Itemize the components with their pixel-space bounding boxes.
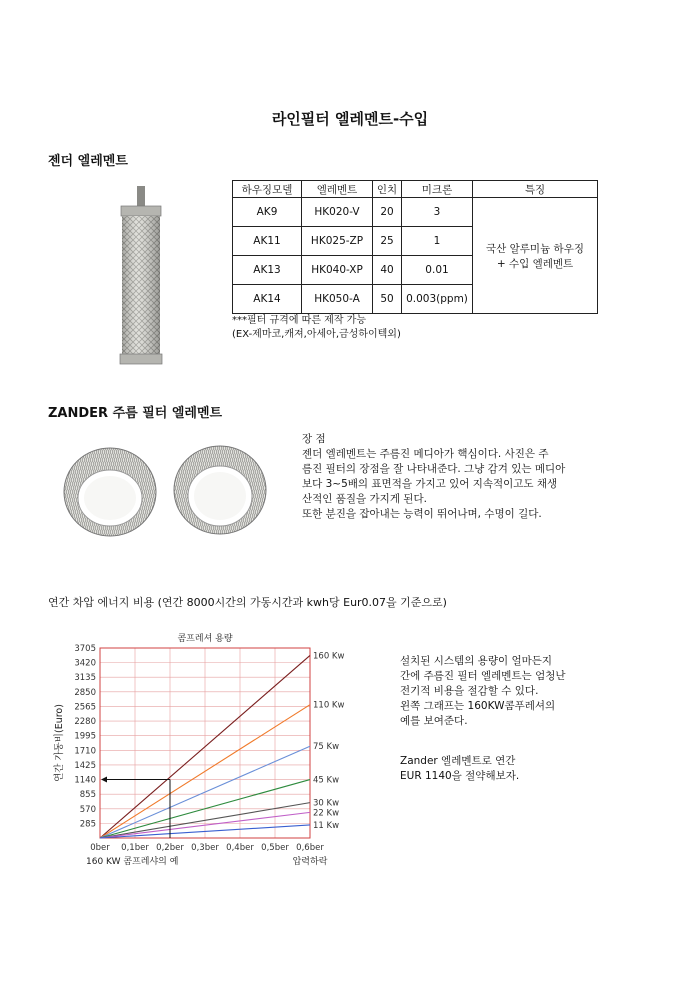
series-label: 22 Kw	[313, 808, 340, 819]
column-header: 미크론	[402, 181, 473, 198]
savings-line: EUR 1140을 절약해보자.	[400, 770, 520, 782]
table-cell: 20	[373, 198, 402, 227]
section-heading-zander-pleated: ZANDER 주름 필터 엘레멘트	[48, 406, 223, 421]
table-cell: AK9	[233, 198, 302, 227]
savings-text	[400, 754, 660, 784]
y-tick-label: 3135	[74, 673, 96, 684]
table-cell: AK13	[233, 256, 302, 285]
paragraph-line: 름진 필터의 장점을 잘 나타내준다. 그냥 감겨 있는 메디아	[302, 463, 566, 475]
x-tick-label: 0,2ber	[156, 843, 184, 853]
y-tick-label: 285	[79, 819, 96, 830]
filter-element-image	[112, 186, 170, 366]
table-cell: AK11	[233, 227, 302, 256]
y-tick-label: 3705	[74, 644, 96, 654]
x-tick-label: 0,3ber	[191, 843, 219, 853]
explanation-line: 전기적 비용을 절감할 수 있다.	[400, 685, 539, 697]
table-cell: 3	[402, 198, 473, 227]
table-header-row	[233, 181, 598, 198]
x-tick-label: 0,4ber	[226, 843, 254, 853]
series-label: 45 Kw	[313, 775, 340, 786]
table-cell: 50	[373, 285, 402, 314]
section-heading-zander-element: 젠더 엘레멘트	[48, 154, 128, 169]
table-cell: HK040-XP	[302, 256, 373, 285]
paragraph-line: 장 점	[302, 433, 326, 445]
explanation-line: 예를 보여준다.	[400, 715, 468, 727]
pleated-filter-rings-image	[60, 436, 280, 546]
column-header: 인치	[373, 181, 402, 198]
table-cell: HK050-A	[302, 285, 373, 314]
explanation-line: 왼쪽 그래프는 160KW콤푸레셔의	[400, 700, 556, 712]
savings-line: Zander 엘레멘트로 연간	[400, 755, 516, 767]
table-cell: 0.003(ppm)	[402, 285, 473, 314]
y-axis-label: 연간 가동비(Euro)	[54, 704, 65, 782]
energy-cost-chart	[48, 630, 368, 870]
x-tick-label: 0,5ber	[261, 843, 289, 853]
table-cell: 1	[402, 227, 473, 256]
paragraph-line: 보다 3~5배의 표면적을 가지고 있어 지속적이고도 채생	[302, 478, 558, 490]
table-row	[233, 198, 598, 227]
pleated-ring-right	[174, 446, 266, 534]
y-tick-label: 2565	[74, 702, 96, 713]
spec-table	[232, 180, 598, 314]
y-tick-label: 3420	[74, 658, 96, 669]
y-tick-label: 1710	[74, 746, 96, 757]
column-header: 하우징모델	[233, 181, 302, 198]
table-cell: 40	[373, 256, 402, 285]
y-tick-label: 2850	[74, 687, 96, 698]
table-cell: 0.01	[402, 256, 473, 285]
pleated-ring-left	[64, 448, 156, 536]
y-tick-label: 1140	[74, 775, 96, 786]
paragraph-line: 젠더 엘레멘트는 주름진 메디아가 핵심이다. 사진은 주	[302, 448, 549, 460]
table-cell: HK025-ZP	[302, 227, 373, 256]
y-tick-label: 2280	[74, 717, 96, 728]
feature-line: 국산 알루미늄 하우징	[486, 242, 584, 255]
paragraph-line: 또한 분진을 잡아내는 능력이 뛰어나며, 수명이 길다.	[302, 508, 542, 520]
column-header: 특징	[473, 181, 598, 198]
column-header: 엘레멘트	[302, 181, 373, 198]
x-axis-label: 압력하락	[292, 857, 328, 867]
paragraph-line: 산적인 품질을 가지게 된다.	[302, 493, 427, 505]
table-cell: AK14	[233, 285, 302, 314]
chart-footnote: 160 KW 콤프레샤의 예	[86, 857, 179, 867]
feature-line: + 수입 엘레멘트	[496, 257, 574, 270]
x-tick-label: 0,6ber	[296, 843, 324, 853]
advantages-paragraph	[302, 432, 622, 522]
explanation-line: 설치된 시스템의 용량이 얼마든지	[400, 655, 553, 667]
series-label: 75 Kw	[313, 742, 340, 753]
y-tick-label: 1995	[74, 731, 96, 742]
explanation-line: 간에 주름진 필터 엘레멘트는 엄청난	[400, 670, 566, 682]
note-line: ***필터 규격에 따른 제작 가능	[232, 315, 366, 326]
chart-title: 콤프레셔 용량	[177, 634, 233, 644]
series-label: 160 Kw	[313, 651, 345, 662]
chart-explanation	[400, 654, 660, 729]
series-label: 11 Kw	[313, 820, 340, 831]
table-cell: HK020-V	[302, 198, 373, 227]
y-tick-label: 1425	[74, 760, 96, 771]
y-tick-label: 855	[79, 790, 96, 801]
x-tick-label: 0ber	[90, 843, 110, 853]
x-tick-label: 0,1ber	[121, 843, 149, 853]
table-note	[232, 314, 401, 342]
series-label: 110 Kw	[313, 700, 345, 711]
annotation-arrowhead	[101, 777, 107, 783]
series-label: 30 Kw	[313, 798, 340, 809]
table-cell: 25	[373, 227, 402, 256]
feature-cell	[473, 198, 598, 314]
note-line: (EX-제마코,캐져,아세아,금성하이텍외)	[232, 329, 401, 340]
y-tick-label: 570	[79, 804, 96, 815]
page-title: 라인필터 엘레멘트-수입	[271, 110, 429, 128]
chart-caption: 연간 차압 에너지 비용 (연간 8000시간의 가동시간과 kwh당 Eur0.07을 기준으로)	[48, 596, 447, 609]
